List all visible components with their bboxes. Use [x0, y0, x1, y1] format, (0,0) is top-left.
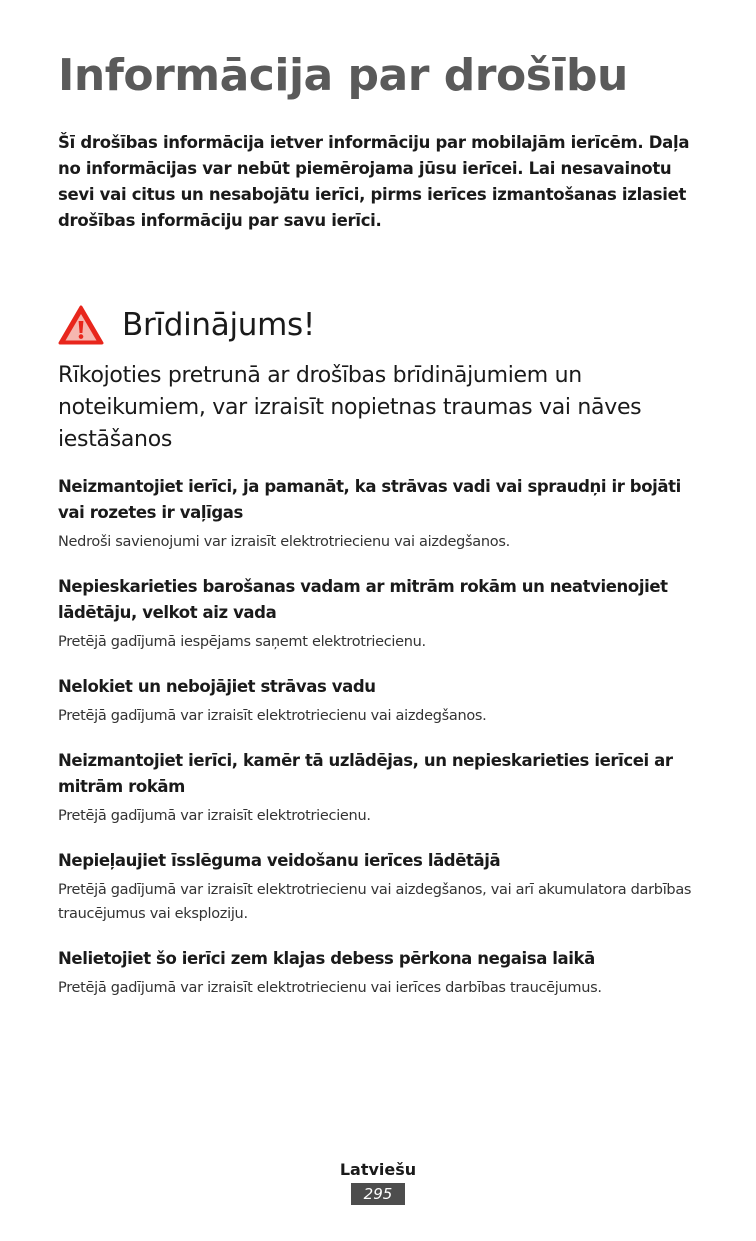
warning-title: Brīdinājums! [122, 307, 315, 343]
safety-item-heading: Nelokiet un nebojājiet strāvas vadu [58, 677, 376, 696]
safety-item-text: Pretējā gadījumā iespējams saņemt elektrotriecienu. [58, 634, 426, 650]
page-number: 295 [351, 1183, 405, 1205]
page-footer [0, 1160, 756, 1205]
safety-item-text: Pretējā gadījumā var izraisīt elektrotriecienu vai ierīces darbības traucējumus. [58, 980, 602, 996]
warning-triangle-icon [58, 305, 104, 345]
safety-item-text: Pretējā gadījumā var izraisīt elektrotriecienu vai aizdegšanos, vai arī akumulatora darbības traucējumus vai eksploziju. [58, 882, 692, 922]
safety-item-heading: Nepieļaujiet īsslēguma veidošanu ierīces lādētājā [58, 851, 501, 870]
safety-item [58, 574, 708, 654]
safety-items-list [58, 474, 708, 1020]
page-title: Informācija par drošību [58, 50, 628, 101]
safety-item-heading: Neizmantojiet ierīci, kamēr tā uzlādējas, un nepieskarieties ierīcei ar mitrām rokām [58, 751, 673, 796]
safety-item [58, 474, 708, 554]
safety-item [58, 848, 708, 926]
safety-item [58, 748, 708, 828]
safety-item-text: Pretējā gadījumā var izraisīt elektrotriecienu vai aizdegšanos. [58, 708, 487, 724]
footer-language: Latviešu [339, 1160, 417, 1179]
warning-header [58, 300, 315, 350]
safety-item-text: Pretējā gadījumā var izraisīt elektrotriecienu. [58, 808, 371, 824]
safety-item-heading: Neizmantojiet ierīci, ja pamanāt, ka strāvas vadi vai spraudņi ir bojāti vai rozetes ir vaļīgas [58, 477, 681, 522]
safety-item-heading: Nelietojiet šo ierīci zem klajas debess pērkona negaisa laikā [58, 949, 595, 968]
safety-item [58, 674, 708, 728]
warning-subtitle: Rīkojoties pretrunā ar drošības brīdinājumiem un noteikumiem, var izraisīt nopietnas traumas vai nāves iestāšanos [58, 363, 642, 452]
safety-item-heading: Nepieskarieties barošanas vadam ar mitrām rokām un neatvienojiet lādētāju, velkot aiz vada [58, 577, 668, 622]
safety-item-text: Nedroši savienojumi var izraisīt elektrotriecienu vai aizdegšanos. [58, 534, 510, 550]
safety-item [58, 946, 708, 1000]
intro-paragraph: Šī drošības informācija ietver informāciju par mobilajām ierīcēm. Daļa no informācijas var nebūt piemērojama jūsu ierīcei. Lai nesavainotu sevi vai citus un nesabojātu ierīci, pirms ierīces izmantošanas izlasiet drošības informāciju par savu ierīci. [58, 133, 690, 230]
